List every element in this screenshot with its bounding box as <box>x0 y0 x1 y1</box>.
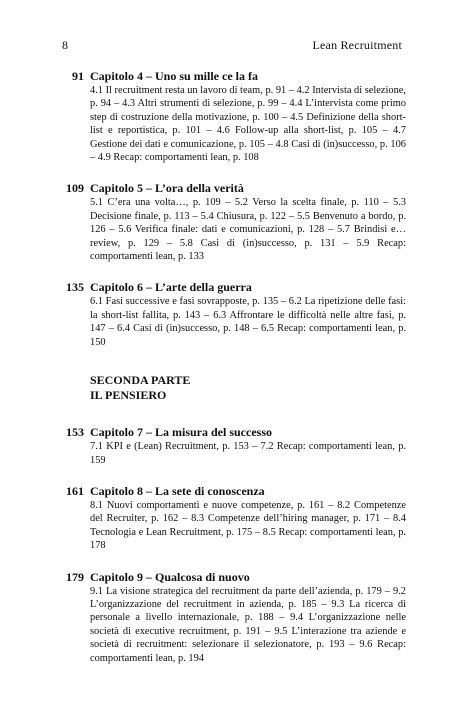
toc-entry-chapter-7 <box>62 424 406 467</box>
chapter-title: Capitolo 6 – L’arte della guerra <box>90 280 252 295</box>
toc-page-number: 179 <box>66 569 84 584</box>
chapter-sections: 8.1 Nuovi comportamenti e nuove competenze, p. 161 – 8.2 Competenze del Recruiter, p. 162 – 8.3 Competenze dell’hiring manager, p. 171 – 8.4 Tecnologia e Lean Recruitment, p. 175 – 8.5 Recap: comportamenti lean, p. 178 <box>90 499 406 552</box>
chapter-sections: 7.1 KPI e (Lean) Recruitment, p. 153 – 7.2 Recap: comportamenti lean, p. 159 <box>90 441 406 466</box>
toc-page-number: 161 <box>66 483 84 498</box>
toc-entry-chapter-4 <box>62 68 406 164</box>
toc-entry-chapter-6 <box>62 279 406 349</box>
chapter-title: Capitolo 7 – La misura del successo <box>90 425 273 440</box>
toc-entry-chapter-5 <box>62 180 406 263</box>
toc-page-number: 153 <box>66 425 84 440</box>
part-heading-line-1: SECONDA PARTE <box>90 373 191 388</box>
chapter-title: Capitolo 9 – Qualcosa di nuovo <box>90 569 250 584</box>
running-title: Lean Recruitment <box>312 38 402 52</box>
toc-page-number: 109 <box>66 181 84 196</box>
toc-page-number: 91 <box>72 69 84 83</box>
chapter-sections: 4.1 Il recruitment resta un lavoro di team, p. 91 – 4.2 Intervista di selezione, p. 94 – 4.3 Altri strumenti di selezione, p. 99 – 4.4 L’intervista come primo step di costruzione della motivazione, p. 100 – 4.5 Definizione della short-list e reportistica, p. 101 – 4.6 Follow-up alla short-list, p. 105 – 4.7 Gestione dei dati e comunicazione, p. 105 – 4.8 Casi di (in)successo, p. 106 – 4.9 Recap: comportamenti lean, p. 108 <box>90 85 406 164</box>
toc-entry-chapter-9 <box>62 569 406 665</box>
chapter-sections: 5.1 C’era una volta…, p. 109 – 5.2 Verso la scelta finale, p. 110 – 5.3 Decisione finale, p. 113 – 5.4 Chiusura, p. 122 – 5.5 Benvenuto a bordo, p. 126 – 5.6 Verifica finale: dati e comunicazioni, p. 128 – 5.7 Brindisi e… review, p. 129 – 5.8 Casi di (in)successo, p. 131 – 5.9 Recap: comportamenti lean, p. 133 <box>90 197 406 263</box>
chapter-sections: 9.1 La visione strategica del recruitment da parte dell’azienda, p. 179 – 9.2 L’organizzazione del recruitment in azienda, p. 185 – 9.3 La ricerca di personale a livello internazionale, p. 188 – 9.4 L’organizzazione nelle società di executive recruitment, p. 191 – 9.5 L’interazione tra aziende e società di recruitment: selezionare il selezionatore, p. 193 – 9.6 Recap: comportamenti lean, p. 194 <box>90 585 406 664</box>
chapter-title: Capitolo 8 – La sete di conoscenza <box>90 483 265 498</box>
page-number: 8 <box>62 38 69 52</box>
running-head <box>62 38 402 53</box>
chapter-sections: 6.1 Fasi successive e fasi sovrapposte, p. 135 – 6.2 La ripetizione delle fasi: la short-list fallita, p. 143 – 6.3 Affrontare le difficoltà nelle altre fasi, p. 147 – 6.4 Casi di (in)successo, p. 148 – 6.5 Recap: comportamenti lean, p. 150 <box>90 296 406 348</box>
toc-entry-chapter-8 <box>62 483 406 553</box>
toc-page-number: 135 <box>66 280 84 295</box>
chapter-title: Capitolo 4 – Uno su mille ce la fa <box>90 69 258 83</box>
part-heading-line-2: IL PENSIERO <box>90 387 167 402</box>
chapter-title: Capitolo 5 – L’ora della verità <box>90 181 244 196</box>
table-of-contents <box>62 68 406 665</box>
part-heading <box>62 373 406 402</box>
